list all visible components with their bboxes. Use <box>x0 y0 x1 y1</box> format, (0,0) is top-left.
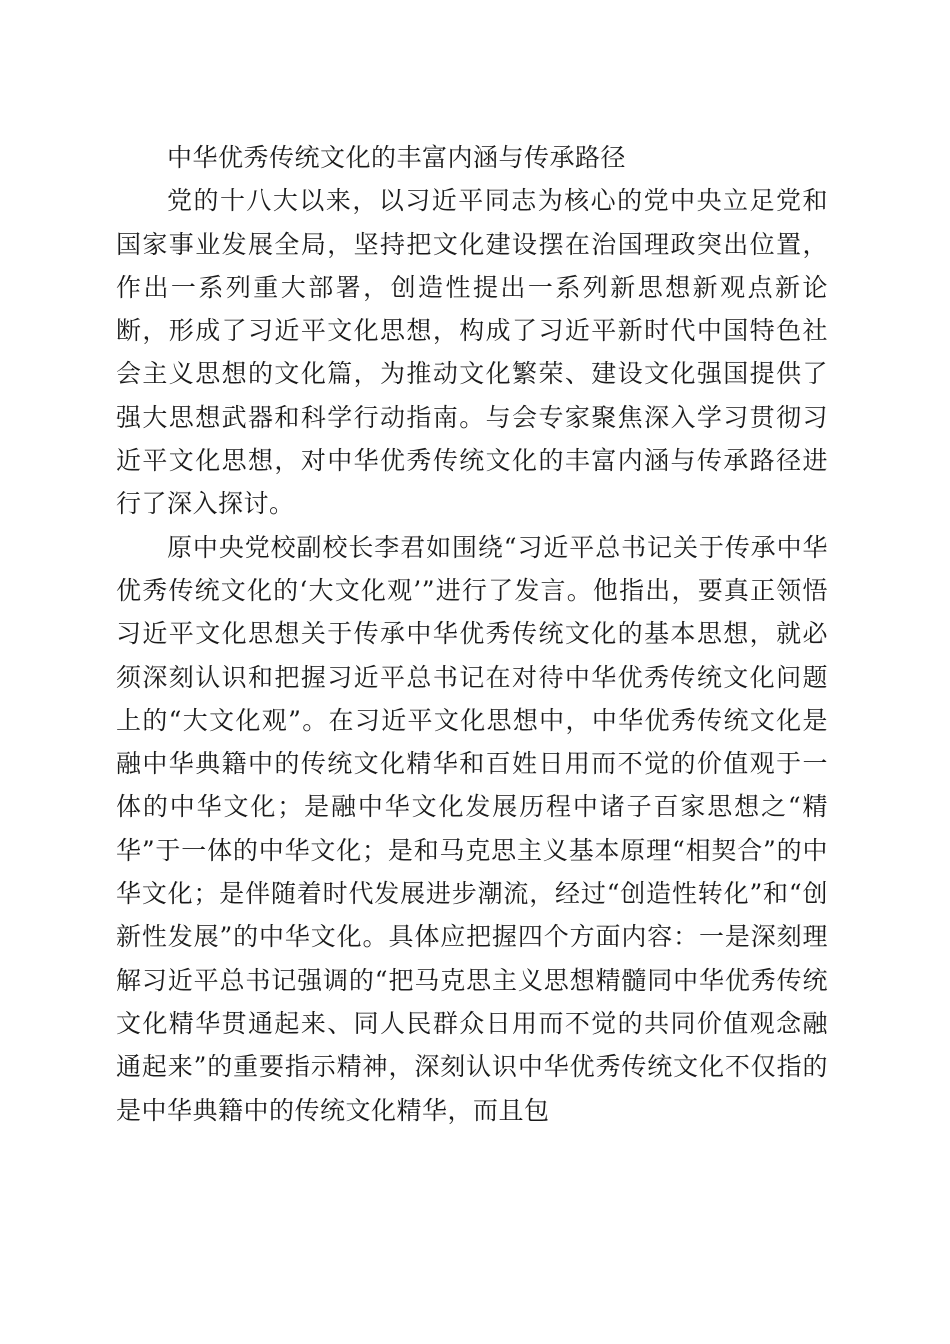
document-body <box>116 136 828 1132</box>
document-title: 中华优秀传统文化的丰富内涵与传承路径 <box>167 143 627 172</box>
paragraph-li-junru-speech: 原中央党校副校长李君如围绕“习近平总书记关于传承中华优秀传统文化的‘大文化观’”进行了发言。他指出，要真正领悟习近平文化思想关于传承中华优秀传统文化的基本思想，就必须深刻认识和把握习近平总书记在对待中华优秀传统文化问题上的“大文化观”。在习近平文化思想中，中华优秀传统文化是融中华典籍中的传统文化精华和百姓日用而不觉的价值观于一体的中华文化；是融中华文化发展历程中诸子百家思想之“精华”于一体的中华文化；是和马克思主义基本原理“相契合”的中华文化；是伴随着时代发展进步潮流，经过“创造性转化”和“创新性发展”的中华文化。具体应把握四个方面内容：一是深刻理解习近平总书记强调的“把马克思主义思想精髓同中华优秀传统文化精华贯通起来、同人民群众日用而不觉的共同价值观念融通起来”的重要指示精神，深刻认识中华优秀传统文化不仅指的是中华典籍中的传统文化精华，而且包 <box>116 532 828 1125</box>
paragraph-intro: 党的十八大以来，以习近平同志为核心的党中央立足党和国家事业发展全局，坚持把文化建设摆在治国理政突出位置，作出一系列重大部署，创造性提出一系列新思想新观点新论断，形成了习近平文化思想，构成了习近平新时代中国特色社会主义思想的文化篇，为推动文化繁荣、建设文化强国提供了强大思想武器和科学行动指南。与会专家聚焦深入学习贯彻习近平文化思想，对中华优秀传统文化的丰富内涵与传承路径进行了深入探讨。 <box>116 186 828 519</box>
